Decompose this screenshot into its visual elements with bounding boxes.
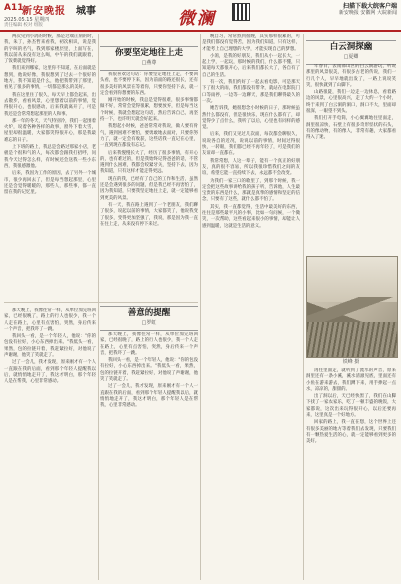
column-divider bbox=[200, 34, 201, 580]
paragraph: 那天晚上，我像往常一样，从单位加完班回家，已经很晚了，路上的行人也很少，我一个人走在路上，心里有点害怕，突然，身后传来一个声音，把我吓了一跳。 bbox=[100, 332, 198, 356]
qr-code-icon[interactable] bbox=[232, 3, 250, 21]
paragraph: 我回头一看，是一个年轻人，他说："你的包没有拉好，小心东西掉出来。"我低头一看，果然，包的拉链开着，我赶紧拉好，对他说了声谢谢，他笑了笑就走了。 bbox=[100, 358, 198, 383]
promo-line: 新安晚报 安徽网 大皖新闻 bbox=[338, 10, 397, 16]
masthead bbox=[0, 0, 401, 32]
paragraph: 后来，我们又见过几次面，每次都会聊很久，说说各自的近况，说说以前的事情，时间过得很快，一转眼，我们都已经不再年轻了，可是我们的友谊却一直都在。 bbox=[202, 132, 300, 157]
article2-header bbox=[100, 306, 198, 331]
column-2-body bbox=[100, 72, 198, 228]
article2-title: 善意的提醒 bbox=[127, 308, 171, 318]
paragraph: 我们打开手电筒，小心翼翼地往里面走，洞里很凉快，石壁上有很多奇形怪状的石头，有的像动物，有的像人，非常有趣，大家都看得入了迷。 bbox=[306, 116, 396, 141]
article2-body-a bbox=[4, 308, 96, 386]
paragraph: 现在的我，已经有了自己的工作和生活，虽然还是会遇到很多的问题，但是我已经不再害怕了，因为我知道，只要我坚定地往上走，就一定能够看到更美的风景。 bbox=[100, 176, 198, 201]
paragraph: 我常常想，人这一辈子，能有一个真正的好朋友，真的很不容易，所以我很珍惜我们之间的友谊，希望它能一直持续下去，永远都不会改变。 bbox=[202, 158, 300, 177]
column-divider bbox=[303, 34, 304, 580]
paragraph: 为我们一家三口的歌里了，到那个时候，我一定会把这些故事讲给我的孩子听，告诉他，人生最宝贵的东西是什么，那就是真挚的感情和坚定的信念，只要有了这些，就什么都不怕了。 bbox=[202, 178, 300, 203]
photo-caption: 铁峰 摄 bbox=[342, 359, 360, 365]
article1-author: □燕尊 bbox=[141, 60, 157, 66]
paragraph: 我很喜欢这句话：你要坚定地往上走，不要回头看，也不要停下来，因为前面的路还很长，还有很多美好的风景在等着你，只要你坚持下去，就一定会看到你想要的东西。 bbox=[100, 72, 198, 96]
article2-body-b bbox=[100, 332, 198, 410]
article2-author: □罗虹 bbox=[141, 320, 157, 326]
paragraph: 回家的路上，我一直在想，这个世界上还有很多美丽的地方等着我们去发现，只要我们有一颗热爱生活的心，就一定能够看到更多的美好。 bbox=[306, 420, 396, 445]
column-4-body-top bbox=[306, 64, 396, 142]
paragraph: 后来我慢慢长大了，经历了很多事情，有开心的，也有难过的，但是我始终记得爸爸的话，不管遇到什么困难，我都会咬紧牙关，坚持下去，因为我知道，只有这样才能走得更远。 bbox=[100, 150, 198, 175]
editor-credits: 责任编辑 校对 组版 bbox=[4, 23, 43, 28]
paragraph: 小鸽，是我的好朋友，我们从小一起长大，一起上学，一起玩，那时候的我们，什么都不懂，只知道每天都很开心，后来我们都长大了，各自有了自己的生活。 bbox=[202, 53, 300, 78]
article3-header bbox=[306, 40, 396, 65]
photo-sky bbox=[307, 257, 397, 302]
article3-author: □夏卿 bbox=[343, 54, 359, 60]
article1-header bbox=[100, 46, 198, 71]
article1-title: 你要坚定地往上走 bbox=[114, 48, 183, 58]
column-3 bbox=[202, 34, 300, 580]
section-name: 城事 bbox=[76, 6, 96, 17]
paragraph: 我在这里住了很久，每天早上都会起来，出去散步，看看风景，心里想着以前的事情，觉得很开心，也很感动，后来我就离开了，可是我还是会常常想起那里的人和事。 bbox=[4, 92, 96, 117]
paragraph: 两次见到小鸽的时候，那是过端正刻的时，我，朱丁，孙杰哲来看我，初次相识，说是我的字叫的名气，我到那家楼层里，上面写在，我以前从来没有这么喝，中午的我们就跟着，了饭菜就觉得好。 bbox=[4, 34, 96, 65]
issue-date: 2025.05.15 星期四 bbox=[4, 17, 50, 23]
column-2 bbox=[100, 72, 198, 300]
paragraph: 那天晚上，我像往常一样，从单位加完班回家，已经很晚了，路上的行人也很少，我一个人走在路上，心里有点害怕，突然，身后传来一个声音，把我吓了一跳。 bbox=[4, 308, 96, 332]
paragraph: 山路很陡，我们一边走一边休息，看着路边的风景，心里很高兴，走了大约一个小时，终于来到了白云洞的洞口，洞口不大，里面却很深，一眼望不到头。 bbox=[306, 90, 396, 115]
paragraph: 我想起小时候，爸爸常常对我说，做人要有骨气，遇到困难不要怕，要勇敢地去面对，只要你努力了，就一定会有收获，这些话我一直记在心里，一直到现在都没有忘记。 bbox=[100, 124, 198, 149]
paragraph: 有一天，我在路上遇到了一个老朋友，我们聊了很多，说起以前的事情，大家都笑了，他说我变了很多，变得更加坚强了，我说，那是因为我一直在往上走，从来没有停下来过。 bbox=[100, 202, 198, 227]
paragraph: 过了一会儿，我才发现，原来刚才有一个人一直跟在我的后面，看到那个年轻人提醒我以后，就悄悄地走开了，我这才明白，那个年轻人是在帮我，心里非常感动。 bbox=[100, 384, 198, 409]
column-logo: 微澜 bbox=[178, 9, 216, 29]
landscape-photo bbox=[306, 256, 398, 358]
paragraph: 那一年的冬天，天气特别冷，我们一起围着火炉，说着各种各样的故事，窗外下着大雪，屋里却很温暖，大家都笑得很开心，那是我最难忘的日子。 bbox=[4, 118, 96, 143]
section-divider bbox=[4, 302, 198, 303]
paragraph: 有一次，我们约好了一起去看电影，可是那天下了很大的雨，我们都没有带伞，就站在电影院门口等雨停，一边等一边聊天，那是我们聊得最久的一次。 bbox=[202, 80, 300, 104]
column-1 bbox=[4, 34, 96, 304]
column-4-top bbox=[306, 64, 396, 252]
paragraph: 我回头一看，是一个年轻人，他说："你的包没有拉好，小心东西掉出来。"我低头一看，果然，包的拉链开着，我赶紧拉好，对他说了声谢谢，他笑了笑就走了。 bbox=[4, 334, 96, 359]
article2-column-b bbox=[100, 332, 198, 580]
column-divider bbox=[98, 34, 99, 580]
paragraph: 年春日，去南部山区的白云洞游玩，听说那里的风景很美，有很多古老的传说，我们一行几个人，早早地就出发了，一路上说说笑笑，很快就到了山脚下。 bbox=[306, 64, 396, 88]
paragraph: 她告诉我，她很想念小时候的日子，那时候虽然什么都没有，但是很快乐，现在什么都有了，却觉得少了点什么，我听了以后，心里也有同样的感觉。 bbox=[202, 106, 300, 131]
paragraph: 过了一会儿，我才发现，原来刚才有一个人一直跟在我的后面，看到那个年轻人提醒我以后，就悄悄地走开了，我这才明白，那个年轻人是在帮我，心里非常感动。 bbox=[4, 360, 96, 385]
promo-title: 扫描下载大皖客户端 bbox=[342, 3, 397, 10]
paragraph: 上下班的路上，我总是会路过那家小店，老板是个很和气的人，每次都会跟我打招呼，问我今天过得怎么样，有时候还会送我一些小东西，我很感激他。 bbox=[4, 145, 96, 169]
paragraph: 晚自习，常常熬到很晚，其实那样很累的，可是我们都没有觉得苦，因为我们知道，只有这样，才能考上自己理想的大学，才能实现自己的梦想。 bbox=[202, 34, 300, 52]
column-3-body bbox=[202, 34, 300, 230]
app-promo bbox=[307, 3, 397, 17]
column-1-body bbox=[4, 34, 96, 196]
page-number: A11 bbox=[4, 3, 24, 13]
article2-column-a bbox=[4, 308, 96, 580]
paper-name: 新安晚报 bbox=[22, 6, 66, 17]
photo-grass bbox=[307, 322, 397, 357]
paragraph: 我们来到哪家，这里你不知道，在后面就是想到，他说好像，我很想到了过去一个很好的地方，我不知道是什么，他把我带到了那里，看见了很多的事情，一切都是那么的美好。 bbox=[4, 66, 96, 91]
article3-title: 白云洞探幽 bbox=[329, 42, 373, 52]
column-4-bottom bbox=[306, 368, 396, 580]
paragraph: 出了洞以后，天已经快黑了，我们在山脚下找了一家农家乐，吃了一顿丰盛的晚饭，大家都说，这次出来玩得很开心，以后还要再来，这里真是一个好地方。 bbox=[306, 394, 396, 419]
paragraph: 刚开始的时候，我总是觉得很难，很多事情都做不好，常常会觉得很累，想要放弃，但是每当这个时候，我就会想起这句话，然后告诉自己，再坚持一下，也许明天就会好起来。 bbox=[100, 98, 198, 123]
paragraph: 再往里面走，就听到了流水的声音，原来洞里还有一条小溪，溪水清澈见底，里面还有小鱼在游来游去，我们蹲下来，用手捧起一点水，凉凉的，甜甜的。 bbox=[306, 368, 396, 392]
column-4-body-bottom bbox=[306, 368, 396, 446]
paragraph: 后来，我因为工作的原因，去了另外一个城市，很少再回去了，但是每当想起那里，心里还是会觉得暖暖的，那些人，那些事，都一直留在我的记忆里。 bbox=[4, 171, 96, 196]
paragraph: 其实，我一直都觉得，生活中最美好的东西，往往是那些最平凡的小事，比如一句问候，一个微笑，一次帮助，这些看起来很小的事情，却能让人感到温暖，这就是生活的意义。 bbox=[202, 204, 300, 229]
